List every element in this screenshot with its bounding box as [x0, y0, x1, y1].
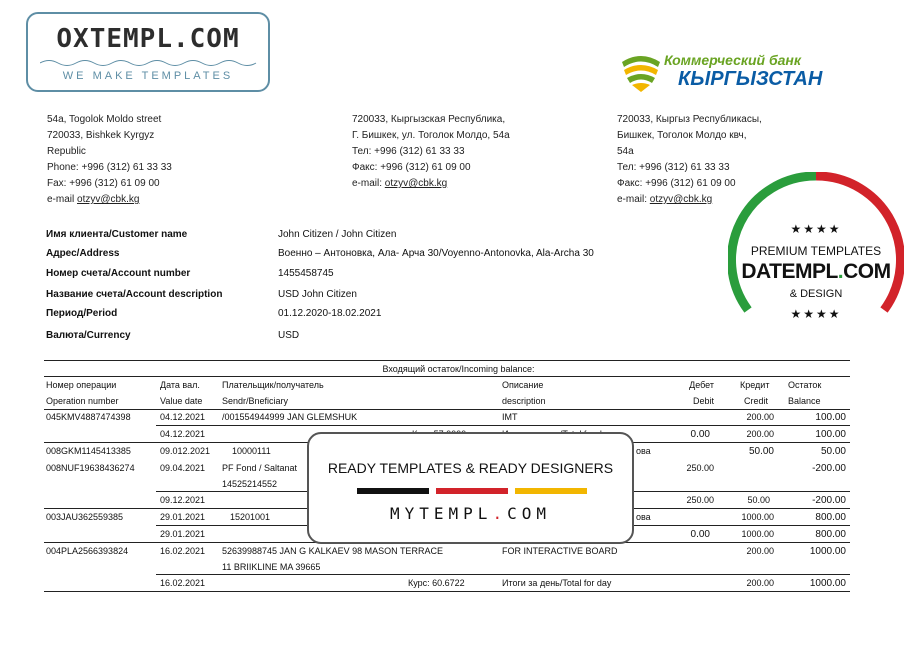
row-credit: 1000.00	[741, 512, 774, 522]
email-link[interactable]: otzyv@cbk.kg	[384, 178, 448, 189]
header-operation-en: Operation number	[46, 396, 119, 406]
row-operation: 004PLA2566393824	[46, 546, 129, 556]
fax-text: Факс: +996 (312) 61 09 00	[617, 178, 736, 189]
account-description-value: USD John Citizen	[278, 289, 357, 300]
row-description: FOR INTERACTIVE BOARD	[502, 546, 618, 556]
header-date-ru: Дата вал.	[160, 380, 200, 390]
stamp-stars-bottom: ★★★★	[790, 307, 842, 321]
email-link[interactable]: otzyv@cbk.kg	[77, 194, 140, 205]
address-value: Военно – Антоновка, Ала- Арча 30/Voyenno-Antonovka, Ala-Archa 30	[278, 248, 594, 259]
watermark-bar-red	[436, 488, 508, 494]
header-balance-en: Balance	[788, 396, 821, 406]
row-debit: 250.00	[686, 495, 714, 505]
row-rate: Курс: 60.6722	[408, 578, 465, 588]
address-line: Republic	[47, 146, 86, 157]
header-date-en: Value date	[160, 396, 203, 406]
row-balance: -200.00	[812, 463, 846, 474]
incoming-balance-label: Входящий остаток/Incoming balance:	[382, 364, 535, 374]
row-credit: 50.00	[748, 446, 774, 457]
row-description-tail: ова	[636, 446, 651, 456]
datempl-stamp	[728, 172, 904, 348]
watermark-brand: MYTEMPL.COM	[390, 504, 551, 523]
header-description-ru: Описание	[502, 380, 544, 390]
row-description-tail: ова	[636, 512, 651, 522]
row-party: 52639988745 JAN G KALKAEV 98 MASON TERRACE	[222, 546, 443, 556]
row-date: 09.012.2021	[160, 446, 211, 456]
email-label: e-mail:	[352, 178, 383, 189]
mytempl-watermark	[307, 432, 634, 544]
row-debit: 0.00	[690, 529, 710, 540]
row-description: Итоги за день/Total for day	[502, 578, 612, 588]
row-credit: 200.00	[746, 578, 774, 588]
address-line: Г. Бишкек, ул. Тоголок Молдо, 54а	[352, 130, 510, 141]
header-credit-en: Credit	[744, 396, 769, 406]
logo-subtitle: WE MAKE TEMPLATES	[62, 70, 234, 82]
address-line: 54a, Togolok Moldo street	[47, 114, 162, 125]
account-number-label: Номер счета/Account number	[46, 268, 191, 279]
email-label: e-mail	[47, 194, 75, 205]
row-credit: 200.00	[746, 429, 774, 439]
row-party: 14525214552	[222, 479, 278, 489]
row-balance: 800.00	[815, 512, 846, 523]
row-date: 16.02.2021	[160, 546, 206, 556]
row-balance: 50.00	[820, 446, 846, 457]
customer-name-label: Имя клиента/Customer name	[46, 229, 188, 240]
period-label: Период/Period	[46, 308, 118, 319]
period-value: 01.12.2020-18.02.2021	[278, 308, 382, 319]
row-date: 29.01.2021	[160, 529, 206, 539]
row-credit: 50.00	[747, 495, 770, 505]
watermark-bar-yellow	[515, 488, 587, 494]
stamp-line3: & DESIGN	[789, 288, 843, 300]
row-balance: 1000.00	[809, 546, 846, 557]
stamp-brand: DATEMPL.COM	[741, 260, 891, 283]
row-operation: 003JAU362559385	[46, 512, 124, 522]
row-party: 10000111	[232, 446, 271, 456]
fax-text: Fax: +996 (312) 61 09 00	[47, 178, 160, 189]
row-party: 11 BRIIKLINE MA 39665	[222, 562, 321, 572]
row-party: /001554944999 JAN GLEMSHUK	[222, 412, 358, 422]
row-credit: 200.00	[746, 412, 774, 422]
bank-name-line1: Коммерческий банк	[664, 52, 801, 68]
address-label: Адрес/Address	[46, 248, 120, 259]
email-label: e-mail:	[617, 194, 648, 205]
row-balance: 800.00	[815, 529, 846, 540]
stamp-stars-top: ★★★★	[790, 222, 842, 236]
header-party-ru: Плательщик/получатель	[222, 380, 324, 390]
address-line: Бишкек, Тоголок Молдо квч,	[617, 130, 747, 141]
stamp-line1: PREMIUM TEMPLATES	[750, 244, 882, 258]
row-credit: 1000.00	[741, 529, 774, 539]
address-line: 54а	[617, 146, 634, 157]
phone-text: Тел: +996 (312) 61 33 33	[352, 146, 465, 157]
row-date: 16.02.2021	[160, 578, 206, 588]
account-description-label: Название счета/Account description	[46, 289, 223, 300]
watermark-title: READY TEMPLATES & READY DESIGNERS	[327, 460, 614, 476]
phone-text: Тел: +996 (312) 61 33 33	[617, 162, 730, 173]
row-date: 29.01.2021	[160, 512, 206, 522]
header-credit-ru: Кредит	[740, 380, 770, 390]
row-operation: 008NUF19638436274	[46, 463, 135, 473]
header-party-en: Sendr/Bneficiary	[222, 396, 289, 406]
fax-text: Факс: +996 (312) 61 09 00	[352, 162, 471, 173]
header-debit-ru: Дебет	[689, 380, 714, 390]
currency-label: Валюта/Currency	[46, 330, 131, 341]
email-link[interactable]: otzyv@cbk.kg	[649, 194, 713, 205]
row-balance: 100.00	[815, 429, 846, 440]
row-debit: 0.00	[690, 429, 710, 440]
address-line: 720033, Кыргыз Республикасы,	[617, 114, 762, 125]
phone-text: Phone: +996 (312) 61 33 33	[47, 162, 172, 173]
address-line: 720033, Кыргызская Республика,	[352, 114, 506, 125]
header-operation-ru: Номер операции	[46, 380, 117, 390]
logo-title: OXTEMPL.COM	[56, 24, 240, 54]
header-balance-ru: Остаток	[788, 380, 822, 390]
row-description: IMT	[502, 412, 518, 422]
row-party: PF Fond / Saltanat	[222, 463, 298, 473]
row-date: 09.04.2021	[160, 463, 206, 473]
address-line: 720033, Bishkek Kyrgyz	[47, 130, 155, 141]
row-party: 15201001	[230, 512, 271, 522]
customer-name-value: John Citizen / John Citizen	[278, 229, 397, 240]
row-operation: 045KMV4887474398	[46, 412, 131, 422]
header-debit-en: Debit	[692, 396, 714, 406]
row-credit: 200.00	[746, 546, 774, 556]
row-operation: 008GKM1145413385	[46, 446, 131, 456]
row-date: 04.12.2021	[160, 412, 206, 422]
row-balance: 100.00	[815, 412, 846, 423]
account-number-value: 1455458745	[278, 268, 334, 279]
header-description-en: description	[502, 396, 546, 406]
currency-value: USD	[278, 330, 300, 341]
row-date: 04.12.2021	[160, 429, 206, 439]
watermark-bar-black	[357, 488, 429, 494]
row-balance: 1000.00	[809, 578, 846, 589]
row-balance: -200.00	[812, 495, 846, 506]
bank-name-line2: КЫРГЫЗСТАН	[678, 68, 823, 90]
row-debit: 250.00	[686, 463, 714, 473]
row-date: 09.12.2021	[160, 495, 206, 505]
